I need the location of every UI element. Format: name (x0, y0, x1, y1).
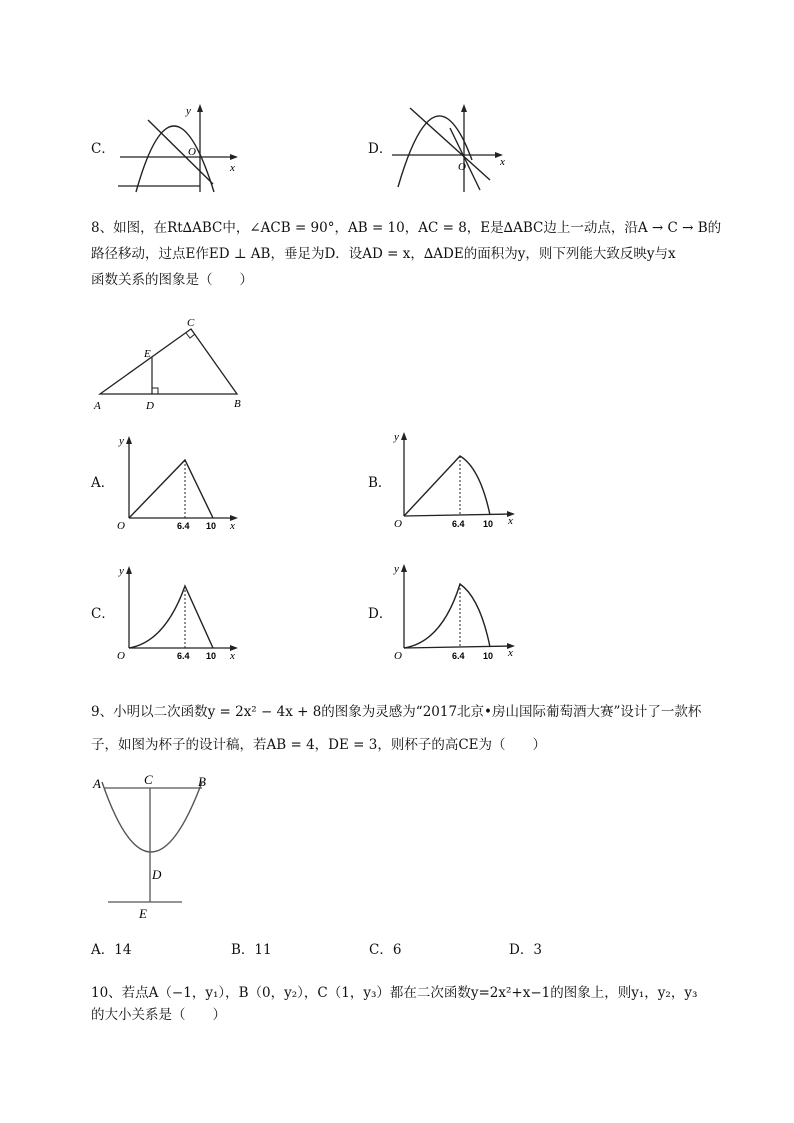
q9-fig-label-e: E (139, 906, 147, 921)
q8a-x-label: x (230, 520, 235, 532)
q8-text-line2: 路径移动，过点E作ED ⊥ AB，垂足为D．设AD = x，∆ADE的面积为y，则下列能大致反映y与x (91, 246, 676, 262)
q9-text-line2: 子，如图为杯子的设计稿，若AB = 4，DE = 3，则杯子的高CE为（ ） (91, 737, 546, 753)
q8d-x-label: x (508, 647, 513, 659)
q7d-x-label: x (500, 156, 505, 168)
q7-graph-d (390, 100, 520, 195)
q9-fig-label-b: B (198, 774, 206, 789)
q8-triangle-figure (92, 315, 252, 415)
q8-option-d-label: D． (368, 606, 393, 622)
q8d-tick-10: 10 (483, 651, 494, 661)
q8-fig-label-c: C (187, 317, 195, 329)
q8-fig-label-d: D (146, 400, 154, 412)
q8-text-line1: 8、如图，在Rt∆ABC中，∠ACB = 90°，AB = 10，AC = 8，E是∆ABC边上一动点，沿A → C → B的 (91, 220, 722, 236)
q7-option-c-label: C． (91, 141, 115, 157)
q8b-tick-10: 10 (483, 519, 494, 529)
q8-text-line3: 函数关系的图象是（ ） (91, 272, 253, 288)
q9-fig-label-d: D (152, 867, 162, 882)
q9-fig-label-a: A (93, 776, 101, 791)
q8c-tick-6-4: 6.4 (177, 651, 190, 661)
q8-fig-label-a: A (94, 400, 101, 412)
q9-text-line1: 9、小明以二次函数y = 2x² − 4x + 8的图象为灵感为“2017北京•房山国际葡萄酒大赛”设计了一款杯 (91, 704, 702, 720)
q8a-tick-6-4: 6.4 (177, 521, 190, 531)
q9-cup-figure (90, 772, 220, 922)
q9-choice-c: C．6 (369, 942, 402, 958)
q8d-tick-6-4: 6.4 (452, 651, 465, 661)
q8d-origin-label: O (394, 650, 402, 662)
q8a-origin-label: O (117, 520, 125, 532)
q8-graph-a (115, 432, 245, 532)
q9-fig-label-c: C (144, 772, 153, 787)
q8b-y-label: y (394, 431, 399, 443)
q8-fig-label-e: E (144, 348, 151, 360)
q8-graph-b (392, 428, 522, 528)
q8a-tick-10: 10 (206, 521, 217, 531)
q7d-origin-label: O (458, 161, 466, 173)
q8d-y-label: y (394, 563, 399, 575)
q9-choice-a: A．14 (91, 942, 132, 958)
q8c-x-label: x (230, 650, 235, 662)
q9-choice-b: B．11 (231, 942, 272, 958)
q8c-origin-label: O (117, 650, 125, 662)
q8a-y-label: y (119, 435, 124, 447)
q8b-origin-label: O (394, 518, 402, 530)
q8b-tick-6-4: 6.4 (452, 519, 465, 529)
q8-option-b-label: B． (368, 475, 392, 491)
q8-fig-label-b: B (234, 398, 241, 410)
q7-graph-c (118, 100, 248, 195)
q8b-x-label: x (508, 515, 513, 527)
q10-text-line1: 10、若点A（−1，y₁），B（0，y₂），C（1，y₃）都在二次函数y=2x²+x−1的图象上，则y₁，y₂，y₃ (91, 985, 698, 1001)
q10-text-line2: 的大小关系是（ ） (91, 1007, 226, 1023)
q8c-tick-10: 10 (206, 651, 217, 661)
q8c-y-label: y (119, 565, 124, 577)
q8-option-a-label: A． (91, 475, 115, 491)
q7c-x-label: x (230, 162, 235, 174)
q8-option-c-label: C． (91, 606, 115, 622)
q7-option-d-label: D． (368, 141, 393, 157)
q8-graph-c (115, 562, 245, 662)
q8-graph-d (392, 560, 522, 660)
q9-choice-d: D．3 (509, 942, 542, 958)
q7c-y-label: y (186, 105, 191, 117)
q7c-origin-label: O (188, 146, 196, 158)
